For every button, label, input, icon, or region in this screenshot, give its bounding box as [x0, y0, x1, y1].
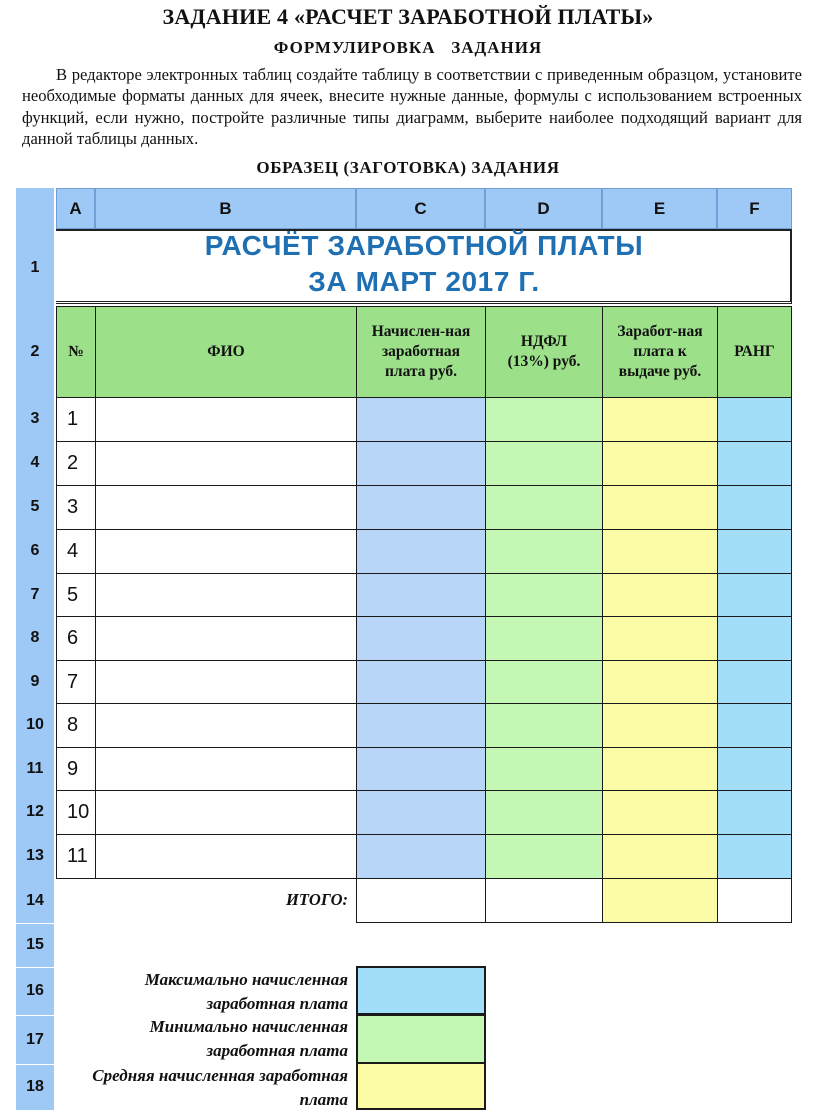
payout-cell[interactable] — [602, 703, 718, 748]
salary-cell[interactable] — [356, 573, 486, 617]
payout-cell[interactable] — [602, 660, 718, 704]
row-number: 18 — [26, 1078, 44, 1095]
row-number: 4 — [30, 454, 40, 471]
num-cell[interactable]: 10 — [56, 790, 96, 835]
ndfl-cell[interactable] — [485, 573, 603, 617]
column-header-d: D — [485, 188, 602, 229]
rank-cell[interactable] — [717, 703, 792, 748]
ndfl-cell[interactable] — [485, 790, 603, 835]
fio-cell[interactable] — [95, 747, 357, 791]
rank-cell[interactable] — [717, 616, 792, 661]
rank-cell[interactable] — [717, 397, 792, 442]
row-number: 9 — [30, 672, 40, 690]
fio-cell[interactable] — [95, 703, 357, 748]
row-number: 8 — [30, 629, 40, 646]
salary-cell[interactable] — [356, 790, 486, 835]
column-header-f: F — [717, 188, 792, 229]
salary-cell[interactable] — [356, 660, 486, 704]
payout-cell[interactable] — [602, 834, 718, 879]
payout-cell[interactable] — [602, 485, 718, 530]
row-number: 17 — [26, 1030, 44, 1048]
row-number: 11 — [26, 759, 44, 777]
total-ndfl-cell[interactable] — [485, 878, 603, 923]
header-rank[interactable]: РАНГ — [717, 306, 792, 398]
row-number: 5 — [30, 498, 40, 515]
salary-cell[interactable] — [356, 703, 486, 748]
fio-cell[interactable] — [95, 573, 357, 617]
fio-cell[interactable] — [95, 397, 357, 442]
row-number: 13 — [26, 847, 44, 864]
fio-cell[interactable] — [95, 441, 357, 486]
task-paragraph: В редакторе электронных таблиц создайте таблицу в соответствии с приведенным образцом, установите необходимые форматы данных для ячеек, внесите нужные данные, формулы с использованием встроенных функций, если нужно, постройте различные типы диаграмм, выберите наиболее подходящий вариант для данной таблицы данных. — [22, 65, 802, 148]
num-cell[interactable]: 1 — [56, 397, 96, 442]
fio-cell[interactable] — [95, 529, 357, 574]
legend-min-swatch[interactable] — [356, 1014, 486, 1064]
header-payout[interactable]: Заработ-ная плата к выдаче руб. — [602, 306, 718, 398]
column-header-b: B — [95, 188, 356, 229]
ndfl-cell[interactable] — [485, 529, 603, 574]
total-payout-cell[interactable] — [602, 878, 718, 923]
column-header-c: C — [356, 188, 485, 229]
rank-cell[interactable] — [717, 790, 792, 835]
row-number: 10 — [26, 716, 44, 733]
legend-avg-label: Средняя начисленная заработная плата — [92, 1066, 348, 1109]
rank-cell[interactable] — [717, 660, 792, 704]
num-cell[interactable]: 3 — [56, 485, 96, 530]
ndfl-cell[interactable] — [485, 660, 603, 704]
section-heading: ФОРМУЛИРОВКА ЗАДАНИЯ — [273, 38, 543, 57]
payout-cell[interactable] — [602, 573, 718, 617]
ndfl-cell[interactable] — [485, 441, 603, 486]
ndfl-cell[interactable] — [485, 703, 603, 748]
sample-heading: ОБРАЗЕЦ (ЗАГОТОВКА) ЗАДАНИЯ — [256, 158, 560, 177]
rank-cell[interactable] — [717, 529, 792, 574]
row-number: 3 — [30, 410, 40, 427]
rank-cell[interactable] — [717, 485, 792, 530]
legend-avg-swatch[interactable] — [356, 1062, 486, 1110]
row-divider — [16, 967, 54, 968]
legend-max-swatch[interactable] — [356, 966, 486, 1015]
num-cell[interactable]: 8 — [56, 703, 96, 748]
rank-cell[interactable] — [717, 441, 792, 486]
num-cell[interactable]: 4 — [56, 529, 96, 574]
column-header-e: E — [602, 188, 717, 229]
num-cell[interactable]: 9 — [56, 747, 96, 791]
header-ndfl[interactable]: НДФЛ (13%) руб. — [485, 306, 603, 398]
fio-cell[interactable] — [95, 616, 357, 661]
row-number: 14 — [26, 891, 44, 909]
num-cell[interactable]: 11 — [56, 834, 96, 879]
row-divider — [16, 1015, 54, 1016]
fio-cell[interactable] — [95, 790, 357, 835]
row-number: 12 — [26, 803, 44, 820]
num-cell[interactable]: 7 — [56, 660, 96, 704]
total-salary-cell[interactable] — [356, 878, 486, 923]
payout-cell[interactable] — [602, 529, 718, 574]
salary-cell[interactable] — [356, 529, 486, 574]
payout-cell[interactable] — [602, 441, 718, 486]
payout-cell[interactable] — [602, 397, 718, 442]
fio-cell[interactable] — [95, 660, 357, 704]
salary-cell[interactable] — [356, 747, 486, 791]
num-cell[interactable]: 2 — [56, 441, 96, 486]
legend-min-label: Минимально начисленная заработная плата — [149, 1017, 348, 1060]
fio-cell[interactable] — [95, 485, 357, 530]
column-header-a: A — [56, 188, 95, 229]
header-salary[interactable]: Начислен-ная заработная плата руб. — [356, 306, 486, 398]
salary-cell[interactable] — [356, 485, 486, 530]
row-number: 6 — [30, 542, 40, 559]
row-divider — [16, 923, 54, 924]
sheet-title-line2: ЗА МАРТ 2017 Г. — [308, 266, 540, 297]
ndfl-cell[interactable] — [485, 485, 603, 530]
total-label: ИТОГО: — [286, 890, 348, 909]
fio-cell[interactable] — [95, 834, 357, 879]
rank-cell[interactable] — [717, 834, 792, 879]
row-number: 15 — [26, 936, 44, 953]
salary-cell[interactable] — [356, 616, 486, 661]
row-number: 1 — [30, 258, 40, 276]
header-fio[interactable]: ФИО — [95, 306, 357, 398]
row-number: 16 — [26, 982, 44, 999]
sheet-title-line1: РАСЧЁТ ЗАРАБОТНОЙ ПЛАТЫ — [204, 230, 644, 261]
row-number: 2 — [30, 342, 40, 360]
num-cell[interactable]: 6 — [56, 616, 96, 661]
document-title: ЗАДАНИЕ 4 «РАСЧЕТ ЗАРАБОТНОЙ ПЛАТЫ» — [162, 4, 654, 29]
header-num[interactable]: № — [56, 306, 96, 398]
rank-cell[interactable] — [717, 747, 792, 791]
payout-cell[interactable] — [602, 790, 718, 835]
total-rank-cell[interactable] — [717, 878, 792, 923]
payout-cell[interactable] — [602, 616, 718, 661]
row-divider — [16, 1064, 54, 1065]
salary-cell[interactable] — [356, 834, 486, 879]
ndfl-cell[interactable] — [485, 616, 603, 661]
salary-cell[interactable] — [356, 397, 486, 442]
rank-cell[interactable] — [717, 573, 792, 617]
payout-cell[interactable] — [602, 747, 718, 791]
salary-cell[interactable] — [356, 441, 486, 486]
num-cell[interactable]: 5 — [56, 573, 96, 617]
legend-max-label: Максимально начисленная заработная плата — [144, 970, 348, 1013]
ndfl-cell[interactable] — [485, 397, 603, 442]
ndfl-cell[interactable] — [485, 834, 603, 879]
ndfl-cell[interactable] — [485, 747, 603, 791]
row-number: 7 — [30, 585, 40, 603]
